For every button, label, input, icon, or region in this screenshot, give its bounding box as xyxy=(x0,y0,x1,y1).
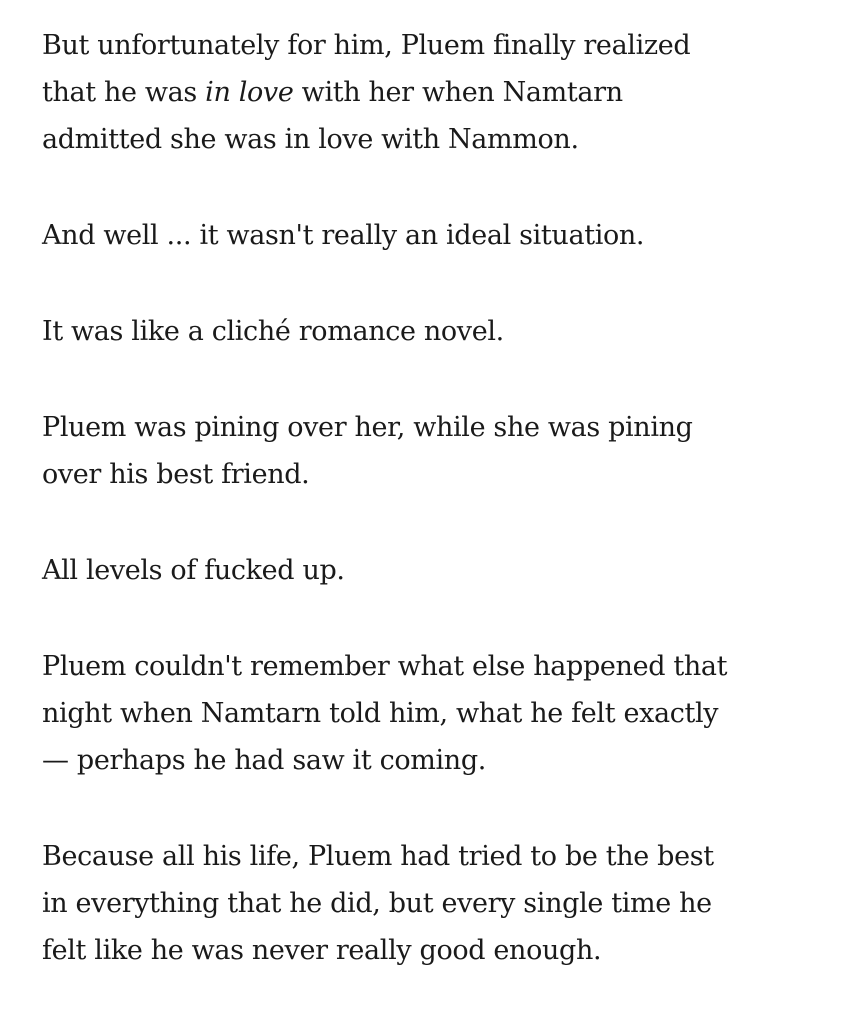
paragraph-4: Pluem was pining over her, while she was pining over his best friend. xyxy=(42,412,693,490)
emphasis-in-love: in love xyxy=(205,77,294,108)
paragraph-2: And well ... it wasn't really an ideal situation. xyxy=(42,220,645,251)
paragraph-1-rest: with her when Namtarn admitted she was in love with Nammon. xyxy=(42,77,623,155)
paragraph-1-line-1: But unfortunately for him, Pluem finally realized xyxy=(42,30,691,61)
paragraph-3: It was like a cliché romance novel. xyxy=(42,316,504,347)
paragraph-5: All levels of fucked up. xyxy=(42,555,345,586)
paragraph-7: Because all his life, Pluem had tried to be the best in everything that he did, but every single time he felt like he was never really good enough. xyxy=(42,841,714,966)
paragraph-1-line-2-start: that he was xyxy=(42,77,206,108)
article-body xyxy=(42,22,832,1023)
paragraph-6: Pluem couldn't remember what else happened that night when Namtarn told him, what he felt exactly — perhaps he had saw it coming. xyxy=(42,651,728,776)
paragraph-1 xyxy=(42,22,832,163)
